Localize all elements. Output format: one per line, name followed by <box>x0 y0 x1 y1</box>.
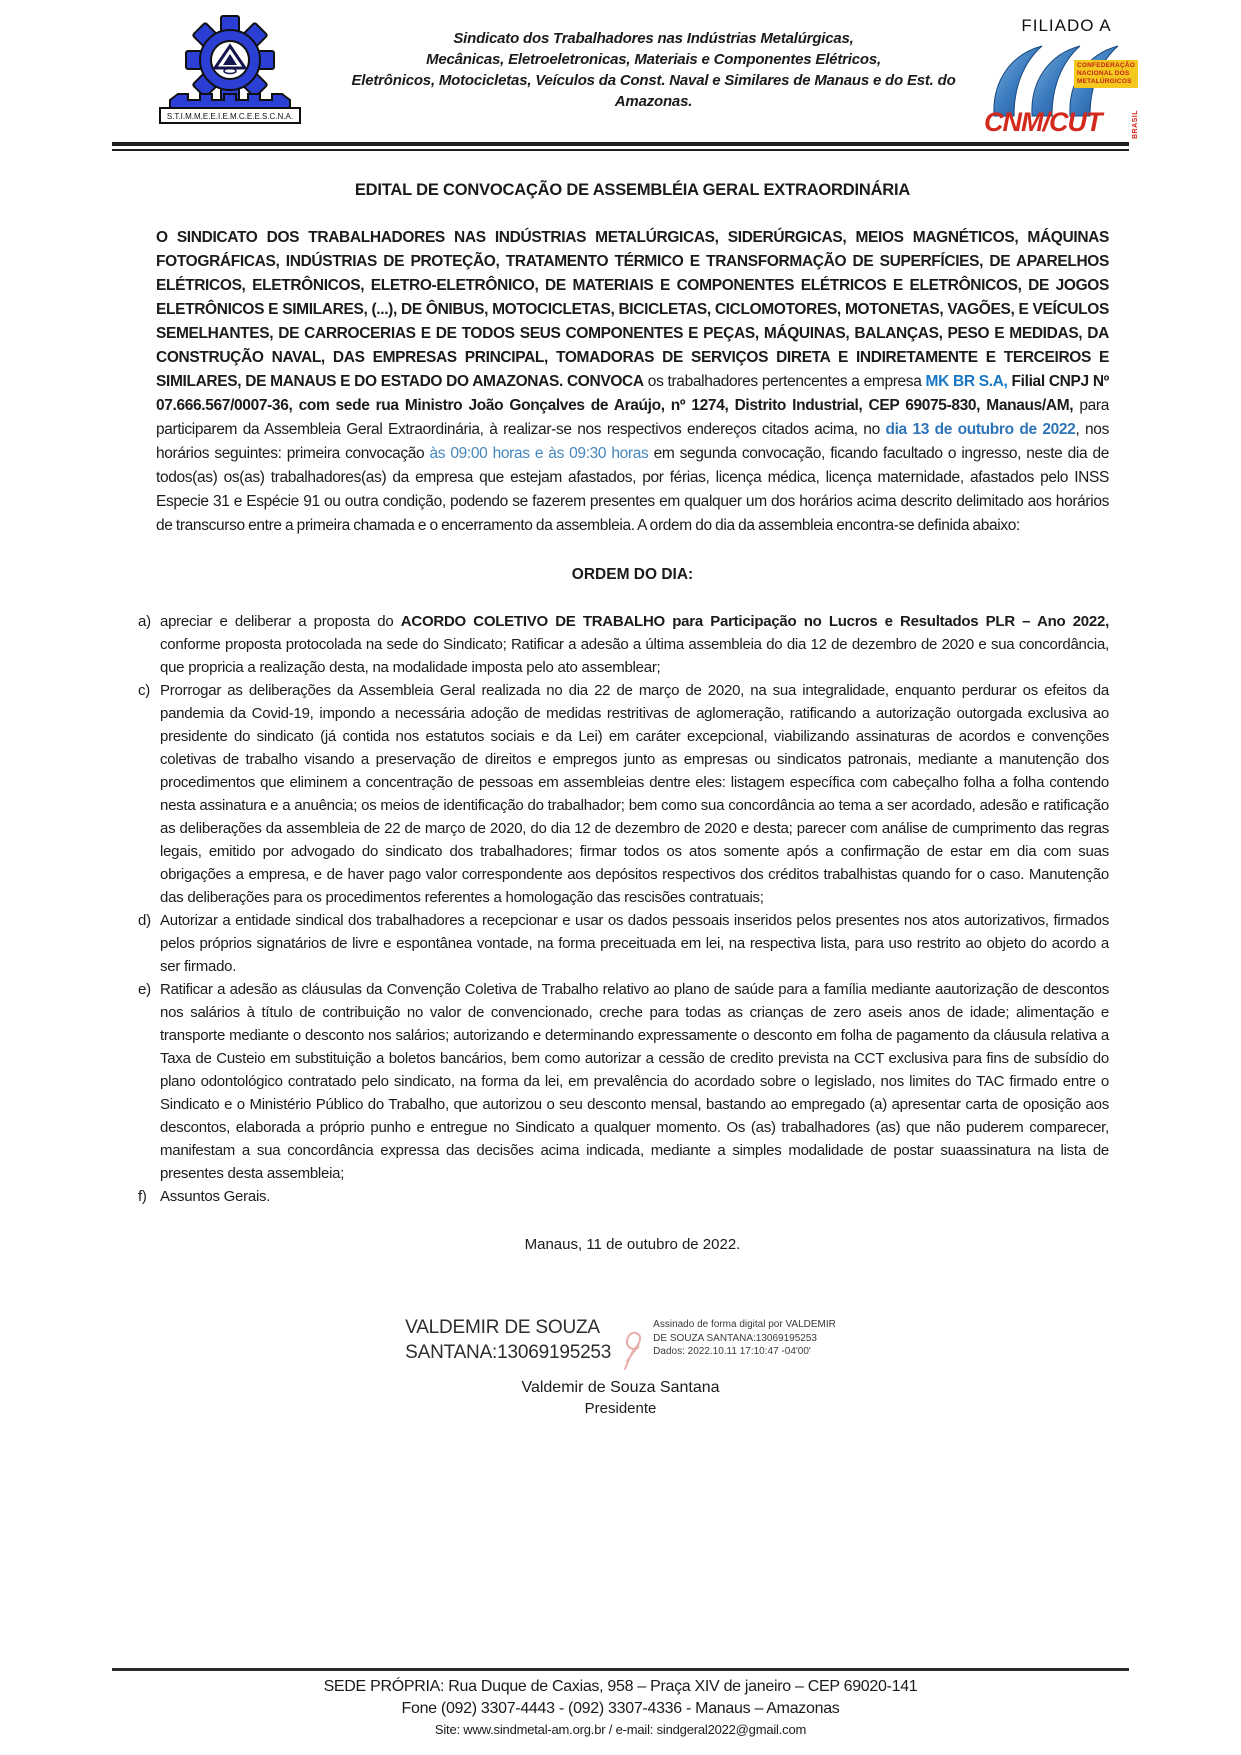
intro-segment: os trabalhadores pertencentes a empresa <box>643 373 926 390</box>
date-line: Manaus, 11 de outubro de 2022. <box>524 1236 741 1253</box>
org-title-line: Mecânicas, Eletroeletronicas, Materiais e Componentes Elétricos, <box>426 51 881 68</box>
agenda-item-label: c) <box>138 682 150 699</box>
header <box>138 14 1149 140</box>
agenda-item-text: Ratificar a adesão as cláusulas da Convenção Coletiva de Trabalho relativo ao plano de saúde para a família mediante aautorização de descontos nos salários à título de contribuição no valor de convencionado, creche para todas as crianças de zero aseis anos de idade; alimentação e transporte mediante o desconto nos salários; autorizando e determinando expressamente o desconto em folha de pagamento da cláusula relativa a Taxa de Custeio em substituição a boletos bancários, bem como autorizar a cessão de credito prevista na CCT exclusiva para fins de subsídio do plano odontológico contratado pelo sindicato, na forma da lei, em prevalência do acordado sobre o legislado, nos limites do TAC firmado entre o Sindicato e o Ministério Público do Trabalho, que autorizou o seu desconto mensal, bastando ao empregado (a) apresentar carta de oposição aos descontos, elaborada a próprio punho e entregue no Sindicato a qualquer momento. Os (as) trabalhadores (as) que não puderem comparecer, manifestam a sua concordância expressa das decisões acima indicada, mediante a simples modalidade de postar suaassinatura na lista de presentes desta assembleia; <box>160 981 1109 1182</box>
agenda-item-label: e) <box>138 981 151 998</box>
assembly-date: dia 13 de outubro de 2022 <box>885 421 1076 438</box>
digital-signature-details <box>653 1315 836 1359</box>
agenda-item-text: Autorizar a entidade sindical dos trabalhadores a recepcionar e usar os dados pessoais inseridos pelos presentes nos atos autorizativos, firmados pelos próprios signatários de livre e espontânea vontade, na forma preceituada em lei, na respectiva lista, para uso restrito ao objeto do acordo a ser firmado. <box>160 912 1109 975</box>
agenda-list <box>138 610 1109 1208</box>
org-title-line: Eletrônicos, Motocicletas, Veículos da Const. Naval e Similares de Manaus e do Est. do <box>351 72 956 89</box>
cnm-badge-line: CONFEDERAÇÃO <box>1076 62 1135 69</box>
org-title-line: Amazonas. <box>614 93 693 110</box>
agenda-a-suffix: conforme proposta protocolada na sede do Sindicato; Ratificar a adesão a última assembleia do dia 12 de dezembro de 2020 e sua concordância, que propricia a realização desta, na modalidade imposta pelo ato assemblear; <box>160 636 1109 676</box>
cnm-badge <box>1074 60 1138 88</box>
intro-segment: para participarem da Assembleia Geral Extraordinária, à realizar-se nos respectivos endereços citados acima, no <box>156 397 1109 438</box>
footer <box>112 1668 1129 1737</box>
org-title-line: Sindicato dos Trabalhadores nas Indústrias Metalúrgicas, <box>453 30 854 47</box>
intro-segment: em segunda convocação, ficando facultado o ingresso, neste dia de todos(as) os(as) trabalhadores(as) da empresa que estejam afastados, por férias, licença médica, licença maternidade, afastados pelo INSS Especie 31 e Espécie 91 ou outra condição, podendo se fazerem presentes em qualquer um dos horários acima descrito delimitado aos horários de transcurso entre a primeira chamada e o encerramento da assembleia. A ordem do dia da assembleia encontra-se definida abaixo: <box>156 445 1109 534</box>
digital-details-line: Dados: 2022.10.11 17:10:47 -04'00' <box>653 1346 811 1357</box>
company-name: MK BR S.A, <box>925 373 1008 390</box>
signature-flourish-icon <box>615 1317 651 1373</box>
digital-details-line: DE SOUZA SANTANA:13069195253 <box>653 1332 817 1344</box>
footer-divider <box>112 1668 1129 1671</box>
agenda-item-d <box>138 909 1109 978</box>
footer-address: SEDE PRÓPRIA: Rua Duque de Caxias, 958 – Praça XIV de janeiro – CEP 69020-141 <box>323 1678 918 1695</box>
assembly-times: às 09:00 horas e às 09:30 horas <box>429 445 649 462</box>
page-title: EDITAL DE CONVOCAÇÃO DE ASSEMBLÉIA GERAL EXTRAORDINÁRIA <box>354 181 911 199</box>
agenda-a-bold-segment: ACORDO COLETIVO DE TRABALHO para Participação no Lucros e Resultados PLR – Ano 2022, <box>400 613 1109 630</box>
order-of-day-heading: ORDEM DO DIA: <box>571 566 694 583</box>
agenda-item-text: Prorrogar as deliberações da Assembleia Geral realizada no dia 22 de março de 2020, na sua integralidade, enquanto perdurar os efeitos da pandemia da Covid-19, impondo a necessária adoção de medidas restritivas de aglomeração, ratificando a autorização outorgada exclusiva ao presidente do sindicato (já contida nos estatutos sociais e da Lei) em caráter excepcional, viabilizando assinaturas de acordos e convenções coletivas de trabalho visando a preservação de direitos e empregos junto as empresas ou sindicatos patronais, mediante a manutenção dos procedimentos que eliminem a concentração de pessoas em assembleias dentre eles: listagem específica com cabeçalho folha a folha contendo nesta assinatura e a anuência; os meios de identificação do trabalhador; bem como sua concordância ao tema a ser acordado, adesão e ratificação as deliberações da assembleia de 22 de março de 2020, do dia 12 de dezembro de 2020 e desta; parecer com análise de cumprimento das regras legais, emitido por advogado do sindicato dos trabalhadores; firmar todos os atos somente após a confirmação de estar em dia com suas obrigações a empresa, e de haver pago valor correspondente aos depósitos respectivos dos créditos trabalhistas quando for o caso. Manutenção das deliberações para os procedimentos referentes a homologação das rescisões contratuais; <box>160 682 1109 906</box>
gear-logo-icon <box>138 14 318 126</box>
cnm-badge-line: METALÚRGICOS <box>1076 78 1132 85</box>
digital-name-line: VALDEMIR DE SOUZA <box>405 1317 600 1338</box>
agenda-item-text <box>160 610 1109 679</box>
gear-logo-acronym: S.T.I.M.M.E.E.I.E.M.C.E.E.S.C.N.A. <box>166 112 294 121</box>
intro-paragraph <box>156 226 1109 538</box>
cnm-cut-wordmark: CNM/CUT <box>984 107 1102 137</box>
signature-block <box>0 1315 1241 1417</box>
agenda-item-c <box>138 679 1109 909</box>
company-address-segment: Filial CNPJ Nº 07.666.567/0007-36, com sede rua Ministro João Gonçalves de Araújo, nº 1274, Distrito Industrial, CEP 69075-830, Manaus/AM, <box>156 373 1109 414</box>
intro-caps-segment: O SINDICATO DOS TRABALHADORES NAS INDÚSTRIAS METALÚRGICAS, SIDERÚRGICAS, MEIOS MAGNÉTICOS, MÁQUINAS FOTOGRÁFICAS, INDÚSTRIAS DE PROTEÇÃO, TRATAMENTO TÉRMICO E TRANSFORMAÇÃO DE SUPERFÍCIES, DE APARELHOS ELÉTRICOS, ELETRÔNICOS, ELETRO-ELETRÔNICO, DE MATERIAIS E COMPONENTES ELÉTRICOS E ELETRÔNICOS, DE JOGOS ELETRÔNICOS E SIMILARES, (...), DE ÔNIBUS, MOTOCICLETAS, BICICLETAS, CICLOMOTORES, MOTONETAS, VAGÕES, E VEÍCULOS SEMELHANTES, DE CARROCERIAS E DE TODOS SEUS COMPONENTES E PEÇAS, MÁQUINAS, BALANÇAS, PESO E MEDIDAS, DA CONSTRUÇÃO NAVAL, DAS EMPRESAS PRINCIPAL, TOMADORAS DE SERVIÇOS DIRETA E INDIRETAMENTE E TERCEIROS E SIMILARES, DE MANAUS E DO ESTADO DO AMAZONAS. CONVOCA <box>156 229 1109 390</box>
agenda-item-f <box>138 1185 1109 1208</box>
agenda-item-label: f) <box>138 1188 147 1205</box>
agenda-a-prefix: apreciar e deliberar a proposta do <box>160 613 401 630</box>
cnm-cut-logo-block <box>984 14 1149 140</box>
digital-name-line: SANTANA:13069195253 <box>405 1342 612 1363</box>
agenda-item-label: d) <box>138 912 151 929</box>
cnm-cut-logo <box>984 38 1144 140</box>
intro-segment: , nos horários seguintes: primeira convocação <box>156 421 1109 462</box>
agenda-item-a <box>138 610 1109 679</box>
cnm-badge-line: NACIONAL DOS <box>1076 70 1130 77</box>
filiado-label: FILIADO A <box>1021 16 1112 35</box>
footer-site-email: Site: www.sindmetal-am.org.br / e-mail: sindgeral2022@gmail.com <box>434 1722 807 1737</box>
digital-signature <box>0 1315 1241 1373</box>
footer-phone: Fone (092) 3307-4443 - (092) 3307-4336 - Manaus – Amazonas <box>401 1700 840 1717</box>
cnm-brasil-label: BRASIL <box>1131 109 1139 140</box>
agenda-item-text: Assuntos Gerais. <box>160 1188 271 1205</box>
header-divider <box>112 142 1129 151</box>
agenda-item-label: a) <box>138 613 151 630</box>
signer-name: Valdemir de Souza Santana <box>521 1379 720 1396</box>
org-title <box>323 14 984 112</box>
signer-role: Presidente <box>584 1400 657 1417</box>
digital-signature-name <box>405 1315 611 1365</box>
digital-details-line: Assinado de forma digital por VALDEMIR <box>653 1319 836 1330</box>
union-gear-logo <box>138 14 323 131</box>
agenda-item-e <box>138 978 1109 1185</box>
